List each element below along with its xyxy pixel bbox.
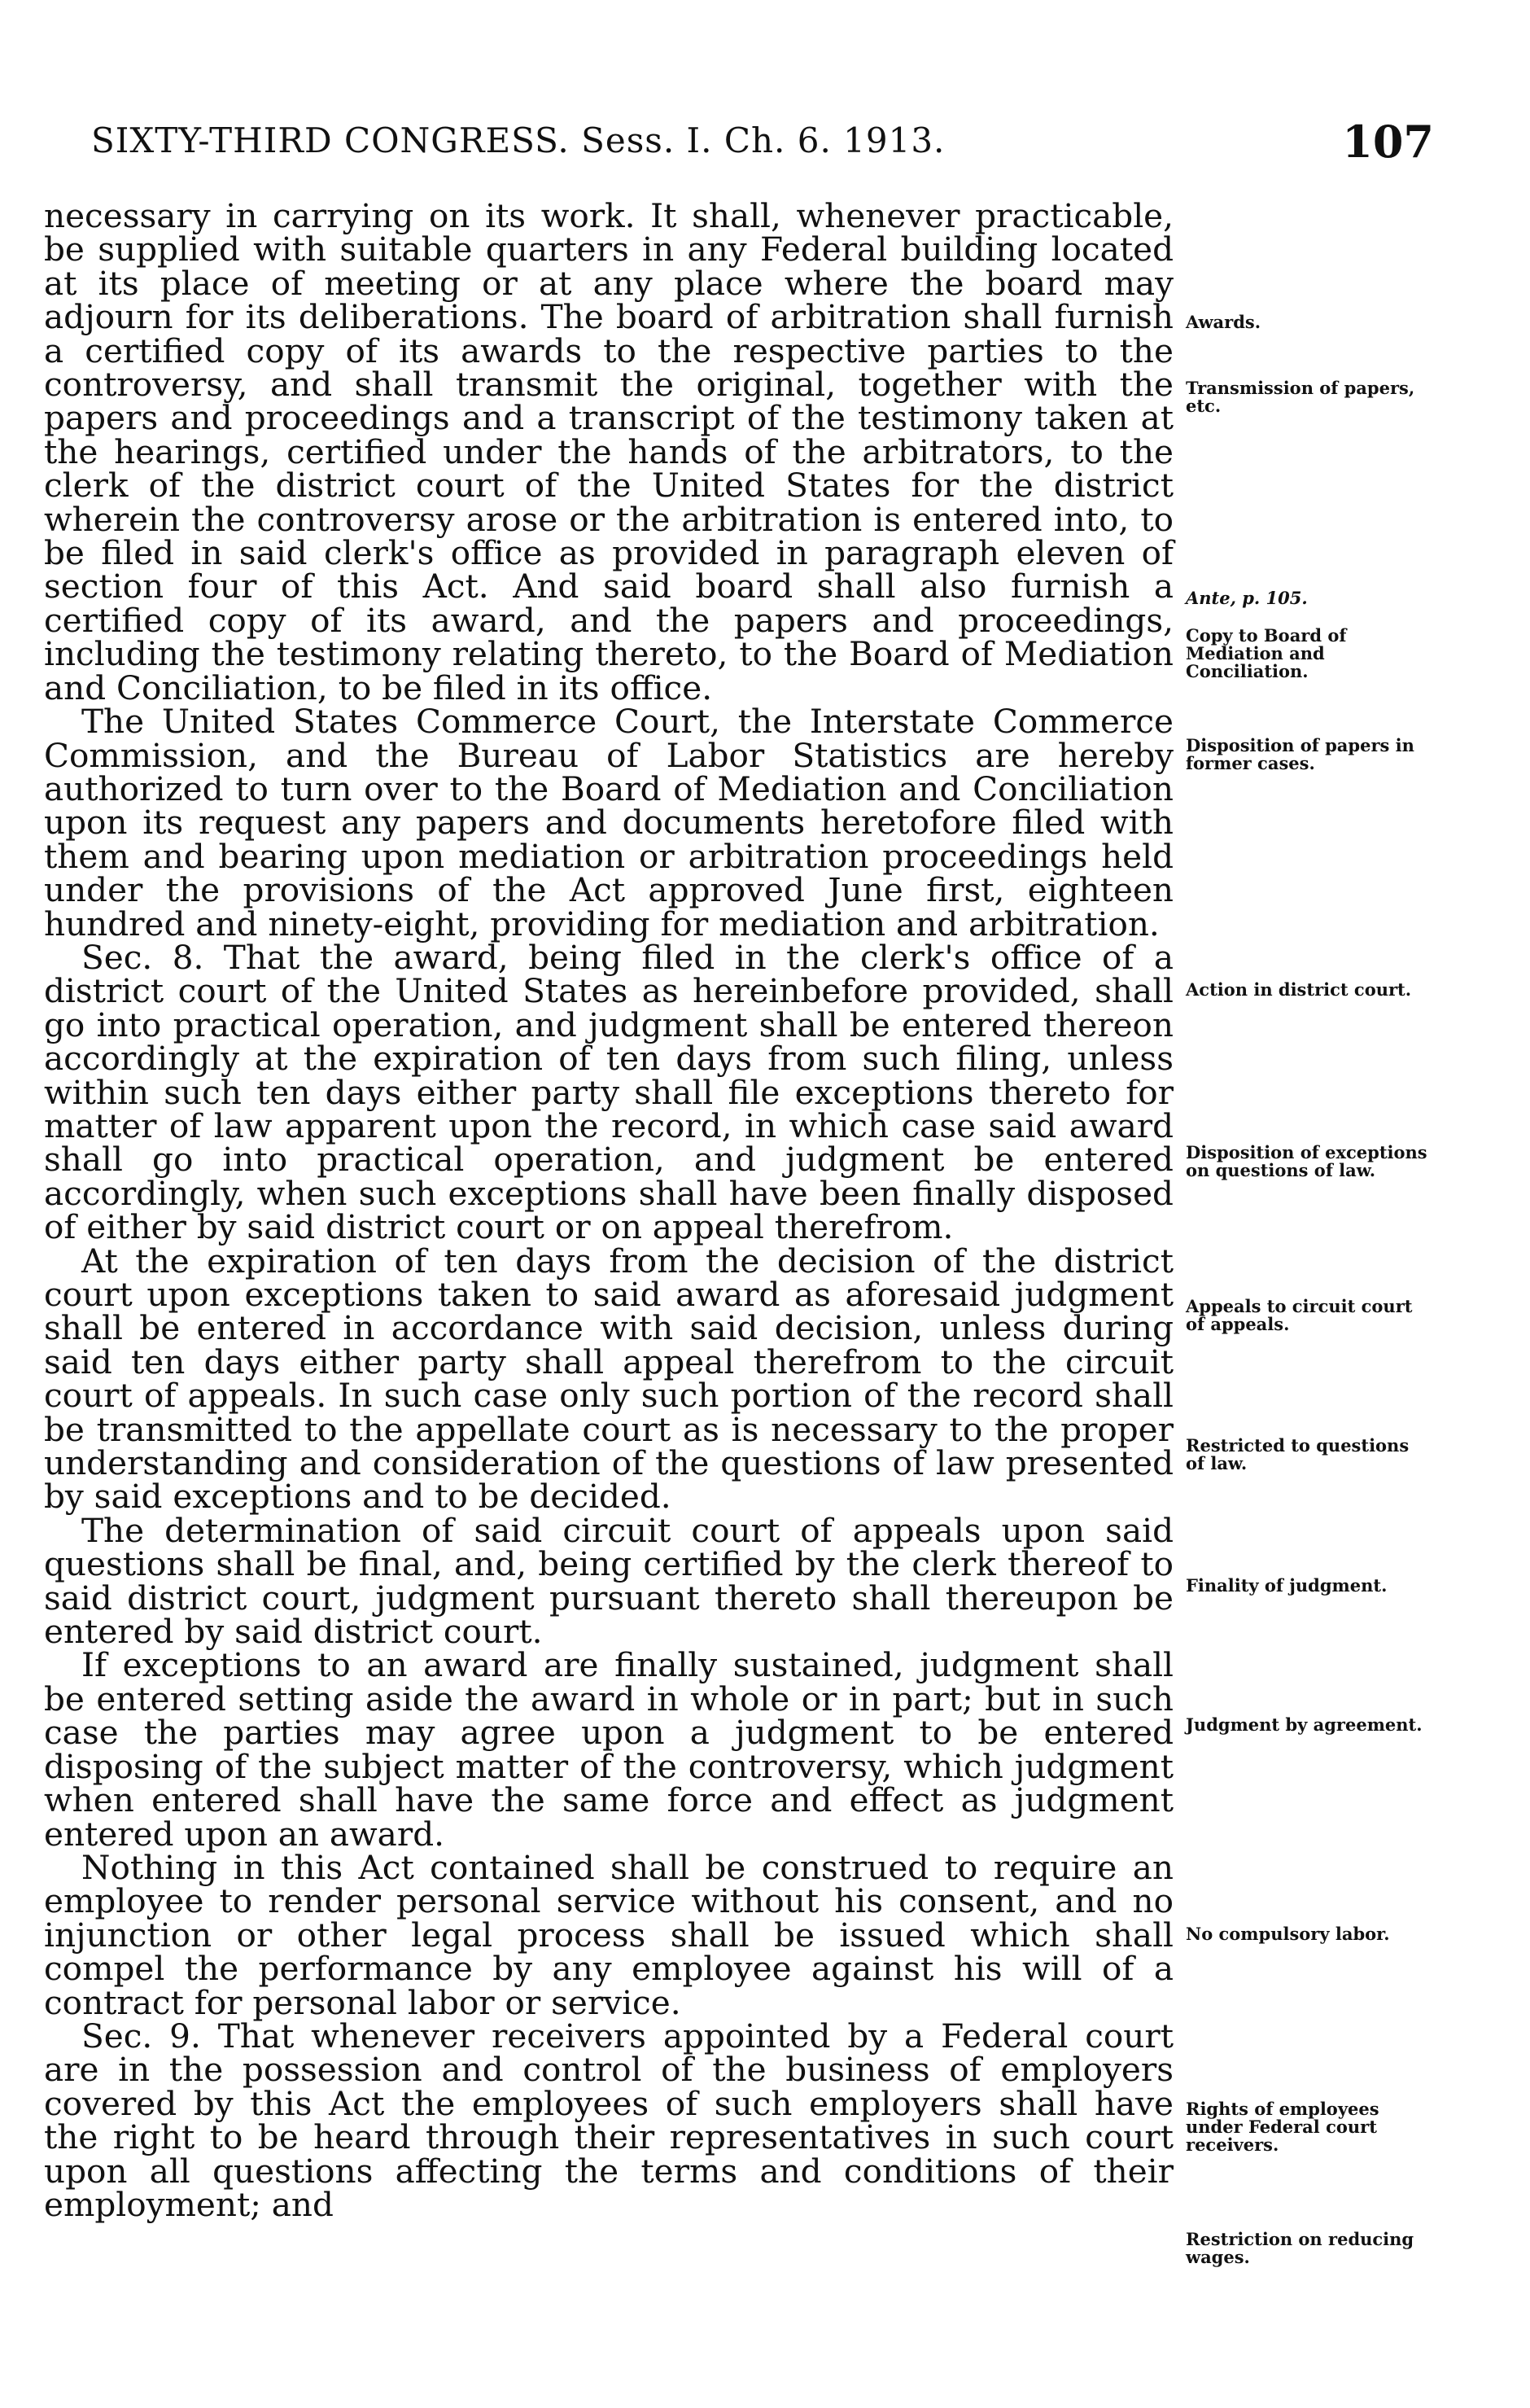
paragraph-sec-8: Sec. 8. That the award, being filed in the clerk's office of a district court of the United States as hereinbefore provided, shall go into practical operation, and judgment shall be entered thereon accordingly at the expiration of ten days from such filing, unless within such ten days either party shall file exceptions thereto for matter of law apparent upon the record, in which case said award shall go into practical operation, and judgment be entered accordingly, when such exceptions shall have been finally disposed of either by said district court or on appeal therefrom.	[44, 937, 1174, 1247]
page-header	[91, 116, 1434, 177]
margin-note-copy-to-board: Copy to Board of Mediation and Conciliation.	[1186, 625, 1347, 681]
margin-note-no-compulsory: No compulsory labor.	[1186, 1924, 1390, 1944]
margin-note-judgment-agreement: Judgment by agreement.	[1186, 1714, 1423, 1735]
margin-note-restricted: Restricted to questions of law.	[1186, 1435, 1410, 1473]
paragraph: If exceptions to an award are finally sustained, judgment shall be entered setting aside the award in whole or in part; but in such case the parties may agree upon a judgment to be entered disposing of the subject matter of the controversy, which judgment when entered shall have the same force and effect as judgment entered upon an award.	[44, 1645, 1174, 1854]
margin-note-appeals: Appeals to circuit court of appeals.	[1186, 1296, 1413, 1334]
paragraph: Nothing in this Act contained shall be construed to require an employee to render personal service without his consent, and no injunction or other legal process shall be issued which shall compel the performance by any employee against his will of a contract for personal labor or service.	[44, 1847, 1174, 2022]
margin-note-ante: Ante, p. 105.	[1186, 588, 1308, 608]
paragraph: At the expiration of ten days from the decision of the district court upon exceptions taken to said award as aforesaid judgment shall be entered in accordance with said decision, unless during said ten days either party shall appeal therefrom to the circuit court of appeals. In such case only such portion of the record shall be transmitted to the appellate court as is necessary to the proper understanding and consideration of the questions of law presented by said exceptions and to be decided.	[44, 1241, 1174, 1517]
margin-note-action-district-court: Action in district court.	[1186, 979, 1412, 1000]
margin-note-disposition-papers: Disposition of papers in former cases.	[1186, 735, 1414, 773]
margin-note-disposition-exceptions: Disposition of exceptions on questions of law.	[1186, 1142, 1427, 1180]
paragraph: necessary in carrying on its work. It shall, whenever practicable, be supplied with suitable quarters in any Federal building located at its place of meeting or at any place where the board may adjourn for its deliberations. The board of arbitration shall furnish a certified copy of its awards to the respective parties to the controversy, and shall transmit the original, together with the papers and proceedings and a transcript of the testimony taken at the hearings, certified under the hands of the arbitrators, to the clerk of the district court of the United States for the district wherein the controversy arose or the arbitration is entered into, to be filed in said clerk's office as provided in paragraph eleven of section four of this Act. And said board shall also furnish a certified copy of its award, and the papers and proceedings, including the testimony relating thereto, to the Board of Mediation and Conciliation, to be filed in its office.	[44, 196, 1174, 707]
margin-note-transmission: Transmission of papers, etc.	[1186, 378, 1415, 416]
margin-note-finality: Finality of judgment.	[1186, 1575, 1388, 1596]
page-number: 107	[1342, 116, 1434, 168]
paragraph: The United States Commerce Court, the Interstate Commerce Commission, and the Bureau of Labor Statistics are hereby authorized to turn over to the Board of Mediation and Conciliation upon its request any papers and documents heretofore filed with them and bearing upon mediation or arbitration proceedings held under the provisions of the Act approved June first, eighteen hundred and ninety-eight, providing for mediation and arbitration.	[44, 702, 1174, 943]
margin-note-rights-employees: Rights of employees under Federal court receivers.	[1186, 2099, 1379, 2155]
running-head: SIXTY-THIRD CONGRESS. Sess. I. Ch. 6. 1913.	[91, 120, 946, 160]
margin-note-restriction-wages: Restriction on reducing wages.	[1186, 2229, 1414, 2267]
paragraph-sec-9: Sec. 9. That whenever receivers appointed by a Federal court are in the possession and control of the business of employers covered by this Act the employees of such employers shall have the right to be heard through their representatives in such court upon all questions affecting the terms and conditions of their employment; and	[44, 2016, 1174, 2224]
margin-note-awards: Awards.	[1186, 312, 1261, 332]
body-text	[44, 196, 1174, 2224]
paragraph: The determination of said circuit court of appeals upon said questions shall be final, and, being certified by the clerk thereof to said district court, judgment pursuant thereto shall thereupon be entered by said district court.	[44, 1510, 1174, 1652]
